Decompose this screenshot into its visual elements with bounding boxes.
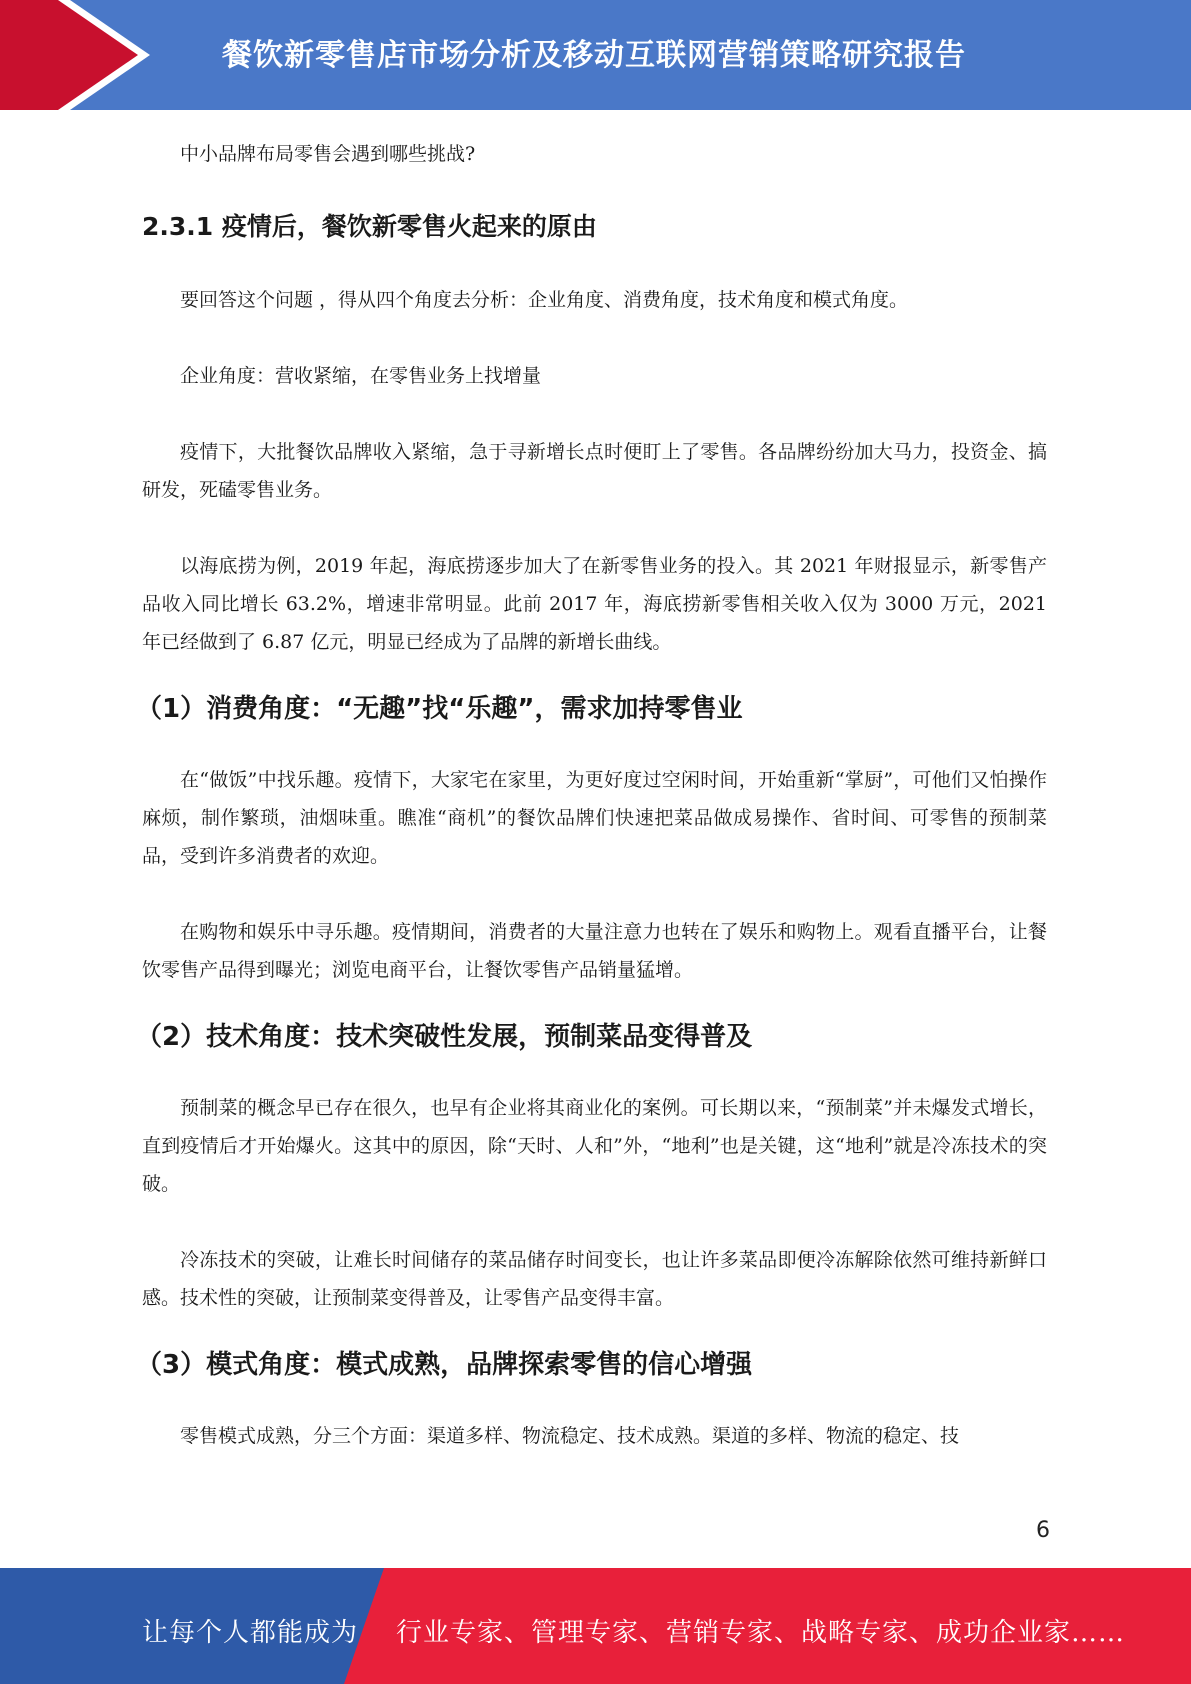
paragraph-answer: 要回答这个问题 ，得从四个角度去分析：企业角度、消费角度，技术角度和模式角度。 bbox=[180, 289, 909, 311]
section-heading: 2.3.1 疫情后，餐饮新零售火起来的原由 bbox=[142, 212, 597, 241]
heading-technology: （2）技术角度：技术突破性发展，预制菜品变得普及 bbox=[136, 1022, 753, 1052]
footer-slogan-right: 行业专家、管理专家、营销专家、战略专家、成功企业家…… bbox=[396, 1618, 1126, 1648]
intro-question: 中小品牌布局零售会遇到哪些挑战? bbox=[180, 143, 476, 165]
paragraph-model-1: 零售模式成熟，分三个方面：渠道多样、物流稳定、技术成熟。渠道的多样、物流的稳定、技 bbox=[180, 1425, 960, 1447]
page-content bbox=[136, 135, 1047, 1455]
paragraph-enterprise-title: 企业角度：营收紧缩，在零售业务上找增量 bbox=[180, 365, 542, 387]
heading-model: （3）模式角度：模式成熟，品牌探索零售的信心增强 bbox=[136, 1350, 753, 1380]
paragraph-enterprise-2: 以海底捞为例，2019 年起，海底捞逐步加大了在新零售业务的投入。其 2021 年财报显示，新零售产品收入同比增长 63.2%，增速非常明显。此前 2017 年，海底捞新零售相关收入仅为 3000 万元，2021 年已经做到了 6.87 亿元，明显已经成为了品牌的新增长曲线。 bbox=[142, 555, 1047, 653]
paragraph-enterprise-1: 疫情下，大批餐饮品牌收入紧缩，急于寻新增长点时便盯上了零售。各品牌纷纷加大马力，投资金、搞研发，死磕零售业务。 bbox=[142, 441, 1047, 501]
paragraph-technology-1: 预制菜的概念早已存在很久，也早有企业将其商业化的案例。可长期以来，“预制菜”并未爆发式增长，直到疫情后才开始爆火。这其中的原因，除“天时、人和”外，“地利”也是关键，这“地利”就是冷冻技术的突破。 bbox=[142, 1097, 1047, 1195]
page-header bbox=[0, 0, 1191, 110]
report-title: 餐饮新零售店市场分析及移动互联网营销策略研究报告 bbox=[222, 38, 966, 73]
footer-slogan-left: 让每个人都能成为 bbox=[142, 1618, 359, 1648]
paragraph-technology-2: 冷冻技术的突破，让难长时间储存的菜品储存时间变长，也让许多菜品即便冷冻解除依然可维持新鲜口感。技术性的突破，让预制菜变得普及，让零售产品变得丰富。 bbox=[142, 1249, 1047, 1309]
header-chevron-decoration bbox=[0, 0, 160, 110]
paragraph-consumption-2: 在购物和娱乐中寻乐趣。疫情期间，消费者的大量注意力也转在了娱乐和购物上。观看直播平台，让餐饮零售产品得到曝光；浏览电商平台，让餐饮零售产品销量猛增。 bbox=[142, 921, 1047, 981]
heading-consumption: （1）消费角度：“无趣”找“乐趣”，需求加持零售业 bbox=[136, 694, 743, 724]
paragraph-consumption-1: 在“做饭”中找乐趣。疫情下，大家宅在家里，为更好度过空闲时间，开始重新“掌厨”，可他们又怕操作麻烦，制作繁琐，油烟味重。瞧准“商机”的餐饮品牌们快速把菜品做成易操作、省时间、可零售的预制菜品，受到许多消费者的欢迎。 bbox=[142, 769, 1047, 867]
page-number: 6 bbox=[1036, 1518, 1050, 1543]
page-footer bbox=[0, 1568, 1191, 1684]
